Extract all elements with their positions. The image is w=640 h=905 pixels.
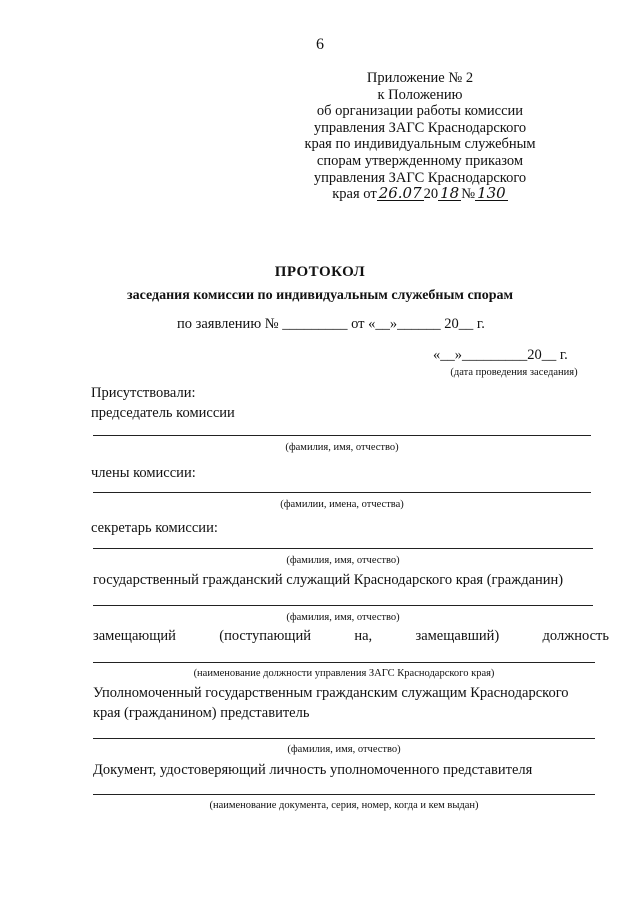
position-caption: (наименование должности управления ЗАГС Краснодарского края) <box>193 668 495 679</box>
representative-line-1: Уполномоченный государственным гражданским служащим Краснодарского <box>93 685 569 701</box>
application-line: по заявлению № _________ от «__»______ 20__ г. <box>177 316 485 332</box>
position-word-4: замещавший) <box>415 628 500 644</box>
position-word-3: на, <box>354 628 373 644</box>
protocol-title: ПРОТОКОЛ <box>274 264 366 280</box>
representative-line-2: края (гражданином) представитель <box>93 705 310 721</box>
appendix-order-line <box>300 186 540 203</box>
document-caption: (наименование документа, серия, номер, когда и кем выдан) <box>209 800 479 811</box>
appendix-line-4: управления ЗАГС Краснодарского <box>313 119 527 136</box>
secretary-field-line <box>93 548 593 549</box>
document-label: Документ, удостоверяющий личность уполномоченного представителя <box>93 762 533 778</box>
appendix-block <box>300 70 540 203</box>
handwritten-date: 26.07 <box>378 184 422 203</box>
chairman-label: председатель комиссии <box>91 405 235 421</box>
present-label: Присутствовали: <box>91 385 196 401</box>
position-field-line <box>93 662 595 663</box>
document-field-line <box>93 794 595 795</box>
representative-field-line <box>93 738 595 739</box>
chairman-field-line <box>93 435 591 436</box>
secretary-caption: (фамилия, имя, отчество) <box>286 555 400 566</box>
appendix-line-7: управления ЗАГС Краснодарского <box>313 169 527 186</box>
meeting-date-line: «__»_________20__ г. <box>433 347 568 363</box>
members-field-line <box>93 492 591 493</box>
servant-field-line <box>93 605 593 606</box>
chairman-caption: (фамилия, имя, отчество) <box>285 442 399 453</box>
servant-caption: (фамилия, имя, отчество) <box>286 612 400 623</box>
representative-caption: (фамилия, имя, отчество) <box>287 744 401 755</box>
meeting-date-caption: (дата проведения заседания) <box>450 367 578 378</box>
order-prefix: края от <box>332 186 377 203</box>
year-prefix: 20 <box>423 186 439 203</box>
protocol-subtitle: заседания комиссии по индивидуальным служебным спорам <box>126 288 514 303</box>
handwritten-number: 130 <box>477 184 506 203</box>
position-word-2: (поступающий <box>219 628 311 644</box>
members-caption: (фамилии, имена, отчества) <box>280 499 404 510</box>
appendix-line-3: об организации работы комиссии <box>316 103 524 120</box>
servant-label: государственный гражданский служащий Краснодарского края (гражданин) <box>93 572 564 588</box>
position-line <box>93 628 609 645</box>
appendix-line-1: Приложение № 2 <box>366 70 474 86</box>
position-word-1: замещающий <box>93 628 176 644</box>
appendix-line-2: к Положению <box>377 86 463 103</box>
secretary-label: секретарь комиссии: <box>91 520 218 536</box>
handwritten-year: 18 <box>440 184 460 203</box>
page-number: 6 <box>316 36 324 53</box>
members-label: члены комиссии: <box>91 465 196 481</box>
appendix-line-6: спорам утвержденному приказом <box>316 152 524 169</box>
number-sign: № <box>461 186 476 203</box>
position-word-5: должность <box>542 628 609 644</box>
appendix-line-5: края по индивидуальным служебным <box>304 136 536 153</box>
